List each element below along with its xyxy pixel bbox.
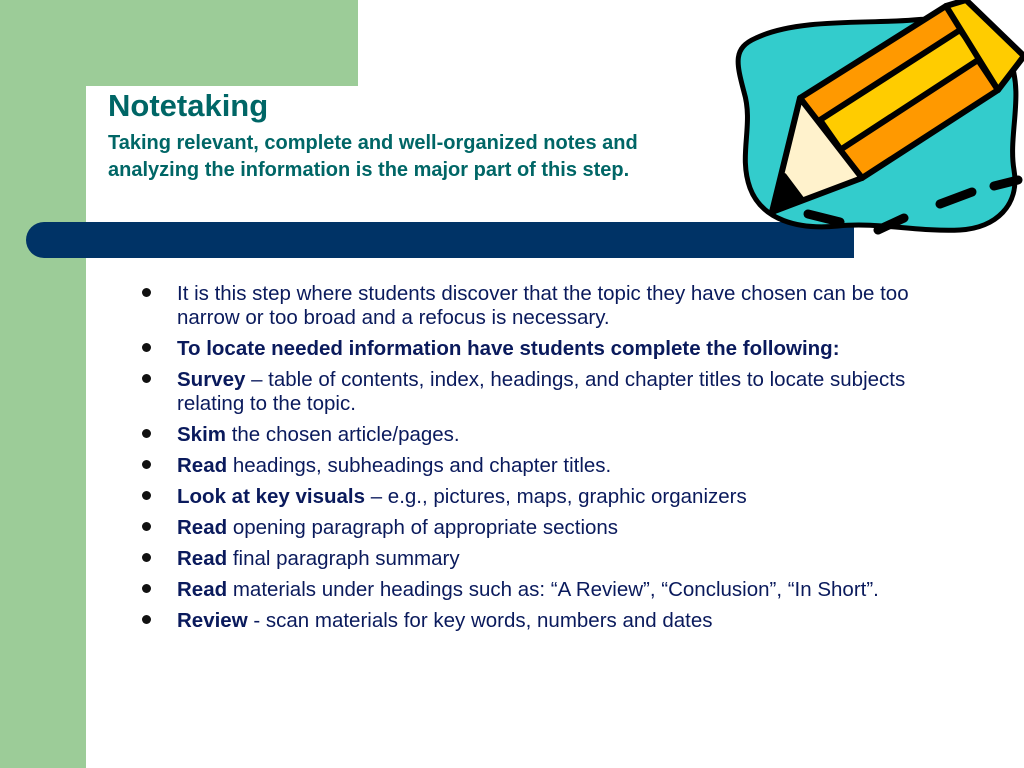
bullet-keyword: To locate needed information have students complete the following: — [177, 337, 840, 360]
bullet-item — [142, 578, 972, 602]
bullet-item — [142, 282, 972, 330]
bullet-dot-icon — [142, 374, 151, 383]
bullet-item — [142, 368, 972, 416]
bullet-dot-icon — [142, 343, 151, 352]
bullet-dot-icon — [142, 553, 151, 562]
bullet-text: – table of contents, index, headings, and chapter titles to locate subjects relating to the topic. — [177, 368, 906, 415]
bullet-dot-icon — [142, 288, 151, 297]
bullet-dot-icon — [142, 584, 151, 593]
slide-subtitle: Taking relevant, complete and well-organized notes and analyzing the information is the major part of this step. — [108, 132, 638, 181]
bullet-item — [142, 485, 972, 509]
bullet-text: the chosen article/pages. — [226, 423, 460, 446]
bullet-item — [142, 609, 972, 633]
bullet-keyword: Survey — [177, 368, 246, 391]
bullet-item — [142, 516, 972, 540]
left-green-strip — [0, 0, 86, 768]
bullet-item — [142, 337, 972, 361]
bullet-keyword: Read — [177, 547, 228, 570]
slide-title: Notetaking — [108, 88, 269, 123]
bullet-keyword: Read — [177, 454, 228, 477]
bullet-text: materials under headings such as: “A Review”, “Conclusion”, “In Short”. — [227, 578, 879, 601]
bullet-text: – e.g., pictures, maps, graphic organizers — [365, 485, 747, 508]
top-green-block — [86, 0, 358, 86]
bullet-text: - scan materials for key words, numbers and dates — [247, 609, 713, 632]
bullet-keyword: Read — [177, 516, 228, 539]
bullet-text: headings, subheadings and chapter titles. — [227, 454, 612, 477]
bullet-dot-icon — [142, 460, 151, 469]
bullet-dot-icon — [142, 615, 151, 624]
bullet-text: final paragraph summary — [227, 547, 460, 570]
bullet-keyword: Skim — [177, 423, 226, 446]
bullet-dot-icon — [142, 491, 151, 500]
bullet-dot-icon — [142, 522, 151, 531]
bullet-text: opening paragraph of appropriate sections — [227, 516, 619, 539]
bullet-keyword: Read — [177, 578, 228, 601]
bullet-list — [142, 282, 972, 640]
bullet-text: It is this step where students discover that the topic they have chosen can be too narrow or too broad and a refocus is necessary. — [177, 282, 909, 329]
bullet-dot-icon — [142, 429, 151, 438]
bullet-keyword: Review — [177, 609, 248, 632]
pencil-clipart-icon — [728, 0, 1024, 240]
bullet-item — [142, 423, 972, 447]
bullet-keyword: Look at key visuals — [177, 485, 366, 508]
bullet-item — [142, 547, 972, 571]
bullet-item — [142, 454, 972, 478]
